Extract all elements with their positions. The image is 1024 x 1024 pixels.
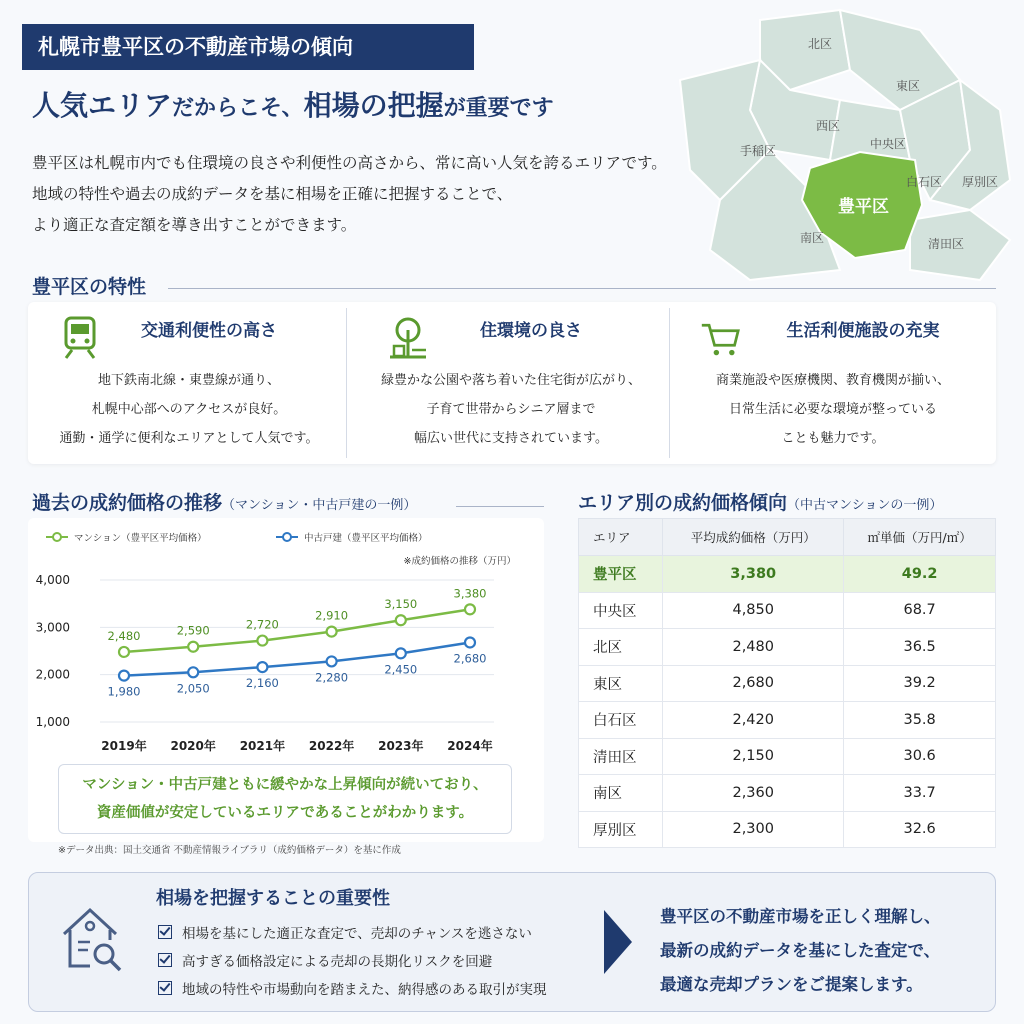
closing-line: 豊平区の不動産市場を正しく理解し、 xyxy=(660,907,941,926)
map-label-teine: 手稲区 xyxy=(740,144,777,158)
x-tick-label: 2023年 xyxy=(378,739,424,753)
table-cell: 白石区 xyxy=(579,702,663,739)
area-price-table xyxy=(578,518,996,848)
feature-line: 通勤・通学に便利なエリアとして人気です。 xyxy=(59,431,319,446)
map-label-nishi: 西区 xyxy=(816,119,841,133)
x-tick-label: 2020年 xyxy=(170,739,216,753)
table-title xyxy=(578,488,942,515)
table-cell: 30.6 xyxy=(844,738,996,775)
closing-line: 最適な売却プランをご提案します。 xyxy=(660,975,923,994)
data-point xyxy=(396,615,406,625)
data-label: 2,590 xyxy=(176,623,210,638)
data-label: 2,680 xyxy=(453,651,487,666)
feature-line: 子育て世帯からシニア層まで xyxy=(426,402,596,417)
table-header-row xyxy=(579,519,996,556)
intro-line: より適正な査定額を導き出すことができます。 xyxy=(32,216,357,234)
table-cell: 東区 xyxy=(579,665,663,702)
unit-note: ※成約価格の推移（万円） xyxy=(403,556,516,567)
table-cell: 南区 xyxy=(579,775,663,812)
features-card xyxy=(28,302,996,464)
chart-note xyxy=(58,764,512,834)
data-source-note: ※データ出典：国土交通省 不動産情報ライブラリ（成約価格データ）を基に作成 xyxy=(58,845,401,856)
feature-divider xyxy=(669,308,670,458)
intro-line: 豊平区は札幌市内でも住環境の良さや利便性の高さから、常に高い人気を誇るエリアです。 xyxy=(32,154,667,172)
table-row-highlight xyxy=(579,556,996,593)
table-cell: 厚別区 xyxy=(579,811,663,848)
headline-part-a: 人気エリア xyxy=(32,89,173,122)
checklist-text: 地域の特性や市場動向を踏まえた、納得感のある取引が実現 xyxy=(182,982,547,998)
importance-title: 相場を把握することの重要性 xyxy=(156,888,390,909)
feature-title: 交通利便性の高さ xyxy=(141,321,277,341)
data-label: 3,380 xyxy=(453,586,487,601)
table-cell: 68.7 xyxy=(844,592,996,629)
x-tick-label: 2024年 xyxy=(447,739,493,753)
chart-note-line: 資産価値が安定しているエリアであることがわかります。 xyxy=(96,805,474,821)
checkbox-icon xyxy=(158,925,172,939)
chart-title-main: 過去の成約価格の推移 xyxy=(32,492,223,514)
feature-line: 日常生活に必要な環境が整っている xyxy=(728,402,937,417)
table-header: 平均成約価格（万円） xyxy=(663,519,844,556)
table-row xyxy=(579,629,996,666)
table-row xyxy=(579,775,996,812)
checkbox-icon xyxy=(158,981,172,995)
feature-line: 幅広い世代に支持されています。 xyxy=(414,431,608,446)
table-cell: 36.5 xyxy=(844,629,996,666)
data-point xyxy=(119,647,129,657)
feature-line: 札幌中心部へのアクセスが良好。 xyxy=(91,402,287,417)
feature-body xyxy=(350,366,672,453)
headline-part-c: 相場の把握 xyxy=(303,89,444,122)
table-cell: 3,380 xyxy=(663,556,844,593)
checklist-text: 高すぎる価格設定による売却の長期化リスクを回避 xyxy=(182,954,493,970)
data-label: 2,160 xyxy=(245,676,279,691)
checklist-item xyxy=(158,922,532,942)
data-label: 2,280 xyxy=(315,670,349,685)
data-point xyxy=(465,604,475,614)
x-tick-label: 2019年 xyxy=(101,739,147,753)
legend-marker xyxy=(53,533,61,541)
data-point xyxy=(327,656,337,666)
table-cell: 2,680 xyxy=(663,665,844,702)
feature-body xyxy=(28,366,350,453)
data-point xyxy=(257,662,267,672)
data-point xyxy=(327,627,337,637)
map-label-kita: 北区 xyxy=(808,37,833,51)
data-point xyxy=(119,671,129,681)
feature-title: 生活利便施設の充実 xyxy=(786,321,940,341)
map-label-higashi: 東区 xyxy=(896,79,921,93)
header-band-title: 札幌市豊平区の不動産市場の傾向 xyxy=(22,24,474,70)
table-cell: 清田区 xyxy=(579,738,663,775)
y-tick-label: 1,000 xyxy=(35,715,70,729)
data-point xyxy=(188,667,198,677)
table-cell: 39.2 xyxy=(844,665,996,702)
chart-title xyxy=(32,488,416,515)
feature-transport xyxy=(28,302,350,464)
arrow-right-icon xyxy=(604,910,632,974)
table-cell: 中央区 xyxy=(579,592,663,629)
table-cell: 北区 xyxy=(579,629,663,666)
table-title-sub: （中古マンションの一例） xyxy=(787,498,943,513)
feature-environment xyxy=(350,302,672,464)
feature-line: 地下鉄南北線・東豊線が通り、 xyxy=(97,373,280,388)
checklist-item xyxy=(158,950,492,970)
y-tick-label: 2,000 xyxy=(35,667,70,682)
checklist-item xyxy=(158,978,547,998)
table-cell: 49.2 xyxy=(844,556,996,593)
feature-line: 緑豊かな公園や落ち着いた住宅街が広がり、 xyxy=(380,373,641,388)
feature-title: 住環境の良さ xyxy=(480,321,582,341)
closing-message xyxy=(660,900,941,1002)
legend-label: マンション（豊平区平均価格） xyxy=(74,533,207,544)
table-cell: 2,420 xyxy=(663,702,844,739)
headline xyxy=(32,84,554,124)
feature-line: ことも魅力です。 xyxy=(781,431,885,446)
district-map xyxy=(660,0,1024,290)
map-label-kiyota: 清田区 xyxy=(928,237,965,251)
table-header: エリア xyxy=(579,519,663,556)
y-tick-label: 4,000 xyxy=(35,573,70,587)
data-label: 2,050 xyxy=(176,681,210,696)
chart-note-line: マンション・中古戸建ともに緩やかな上昇傾向が続いており、 xyxy=(82,777,488,793)
table-row xyxy=(579,738,996,775)
map-label-chuo: 中央区 xyxy=(870,137,907,151)
closing-line: 最新の成約データを基にした査定で、 xyxy=(660,941,941,960)
feature-line: 商業施設や医療機関、教育機関が揃い、 xyxy=(715,373,950,388)
map-label-toyohira: 豊平区 xyxy=(838,197,889,217)
table-row xyxy=(579,665,996,702)
table-cell: 2,360 xyxy=(663,775,844,812)
table-cell: 2,150 xyxy=(663,738,844,775)
feature-body xyxy=(672,366,994,453)
intro-text xyxy=(32,148,667,241)
data-label: 1,980 xyxy=(107,684,141,699)
table-row xyxy=(579,702,996,739)
x-tick-label: 2021年 xyxy=(239,739,286,753)
features-title: 豊平区の特性 xyxy=(32,276,147,298)
map-label-minami: 南区 xyxy=(800,231,825,245)
headline-part-b: だからこそ、 xyxy=(172,96,304,121)
table-row xyxy=(579,592,996,629)
data-label: 3,150 xyxy=(384,597,418,612)
data-label: 2,450 xyxy=(384,662,418,677)
checklist-text: 相場を基にした適正な査定で、売却のチャンスを逃さない xyxy=(182,926,532,942)
data-label: 2,910 xyxy=(315,608,349,623)
table-cell: 35.8 xyxy=(844,702,996,739)
table-cell: 豊平区 xyxy=(579,556,663,593)
table-cell: 33.7 xyxy=(844,775,996,812)
checkbox-icon xyxy=(158,953,172,967)
table-header: ㎡単価（万円/㎡） xyxy=(844,519,996,556)
intro-line: 地域の特性や過去の成約データを基に相場を正確に把握することで、 xyxy=(32,185,513,203)
y-tick-label: 3,000 xyxy=(35,620,70,635)
data-point xyxy=(465,637,475,647)
table-cell: 4,850 xyxy=(663,592,844,629)
table-row xyxy=(579,811,996,848)
legend-marker xyxy=(283,533,291,541)
table-cell: 2,480 xyxy=(663,629,844,666)
data-point xyxy=(257,636,267,646)
data-point xyxy=(396,648,406,658)
table-title-main: エリア別の成約価格傾向 xyxy=(578,492,788,514)
headline-part-d: が重要です xyxy=(443,96,554,121)
feature-divider xyxy=(346,308,347,458)
house-search-icon xyxy=(60,904,124,974)
features-rule xyxy=(168,288,996,289)
feature-amenities xyxy=(672,302,994,464)
table-cell: 2,300 xyxy=(663,811,844,848)
map-label-shiroishi: 白石区 xyxy=(906,175,943,189)
legend-label: 中古戸建（豊平区平均価格） xyxy=(304,533,428,544)
data-label: 2,480 xyxy=(107,628,141,643)
data-point xyxy=(188,642,198,652)
line-chart xyxy=(28,518,544,778)
chart-title-sub: （マンション・中古戸建の一例） xyxy=(222,498,417,513)
table-cell: 32.6 xyxy=(844,811,996,848)
x-tick-label: 2022年 xyxy=(308,739,355,753)
map-label-atsubetsu: 厚別区 xyxy=(962,175,999,189)
data-label: 2,720 xyxy=(245,617,279,632)
chart-rule xyxy=(456,506,544,507)
